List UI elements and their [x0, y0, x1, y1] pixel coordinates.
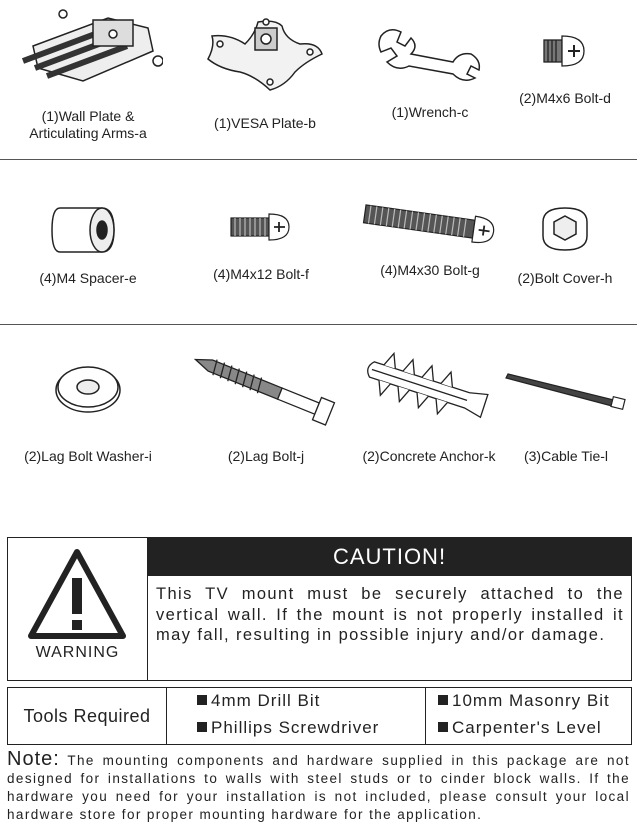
tool-item-label: Carpenter's Level [452, 718, 602, 737]
bullet-square-icon [438, 695, 448, 705]
tools-column-right [426, 688, 631, 744]
part-concrete-anchor [348, 348, 510, 465]
part-label: (4)M4x12 Bolt-f [213, 266, 309, 282]
warning-triangle-icon [27, 548, 127, 640]
tools-column-left [167, 688, 426, 744]
caution-box [7, 537, 632, 681]
lag-bolt-icon [186, 348, 346, 428]
part-label: Articulating Arms-a [29, 125, 147, 141]
bolt-icon [540, 34, 590, 70]
part-label: (1)VESA Plate-b [214, 115, 316, 131]
spacer-icon [50, 196, 126, 256]
part-lag-bolt-washer [8, 360, 168, 465]
part-label: (2)Bolt Cover-h [517, 270, 613, 286]
part-m4x12-bolt [196, 210, 326, 283]
bullet-square-icon [197, 695, 207, 705]
divider [0, 159, 637, 160]
part-label: (2)Lag Bolt-j [227, 448, 305, 464]
note-heading: Note: [7, 748, 60, 770]
wrench-icon [375, 24, 485, 84]
warning-cell [8, 538, 148, 680]
part-label: (2)M4x6 Bolt-d [519, 90, 611, 106]
part-wrench [370, 24, 490, 121]
concrete-anchor-icon [359, 348, 499, 428]
part-label: (2)Concrete Anchor-k [362, 448, 496, 464]
part-label: (2)Lag Bolt Washer-i [24, 448, 152, 464]
part-label: (4)M4x30 Bolt-g [380, 262, 480, 278]
part-cable-tie [504, 366, 628, 465]
tool-item [438, 691, 610, 711]
long-bolt-icon [362, 204, 498, 244]
tool-item-label: Phillips Screwdriver [211, 718, 380, 737]
wall-plate-icon [13, 6, 163, 88]
note [7, 750, 630, 824]
bullet-square-icon [197, 722, 207, 732]
warning-label: WARNING [35, 644, 120, 661]
part-label: (4)M4 Spacer-e [39, 270, 137, 286]
tools-box [7, 687, 632, 745]
tool-item [197, 691, 320, 711]
tool-item [438, 718, 602, 738]
tool-item-label: 10mm Masonry Bit [452, 691, 610, 710]
part-m4x30-bolt [360, 204, 500, 279]
part-m4-spacer [14, 196, 162, 287]
part-label: (3)Cable Tie-l [523, 448, 609, 464]
caution-heading: CAUTION! [148, 538, 631, 576]
part-vesa-plate [190, 14, 340, 132]
part-label: (1)Wall Plate & [41, 108, 135, 124]
caution-text: This TV mount must be securely attached to the vertical wall. If the mount is not properly installed it may fall, resulting in possible injury and/or damage. [156, 585, 624, 644]
cable-tie-icon [504, 366, 628, 416]
note-text: The mounting components and hardware supplied in this package are not designed for installations to walls with steel studs or to cinder block walls. If the hardware you need for your installation is not included, please consult your local hardware store for proper mounting hardware for the application. [7, 753, 630, 822]
bullet-square-icon [438, 722, 448, 732]
bolt-cover-icon [537, 204, 593, 254]
tool-item-label: 4mm Drill Bit [211, 691, 321, 710]
part-lag-bolt [186, 348, 346, 465]
part-bolt-cover [503, 204, 627, 287]
part-label: (1)Wrench-c [391, 104, 469, 120]
part-wall-plate [8, 6, 168, 142]
tool-item [197, 718, 379, 738]
bolt-icon [229, 210, 293, 244]
part-m4x6-bolt [505, 34, 625, 107]
tools-title: Tools Required [8, 688, 167, 744]
washer-icon [50, 360, 126, 416]
divider [0, 324, 637, 325]
vesa-plate-icon [200, 14, 330, 94]
